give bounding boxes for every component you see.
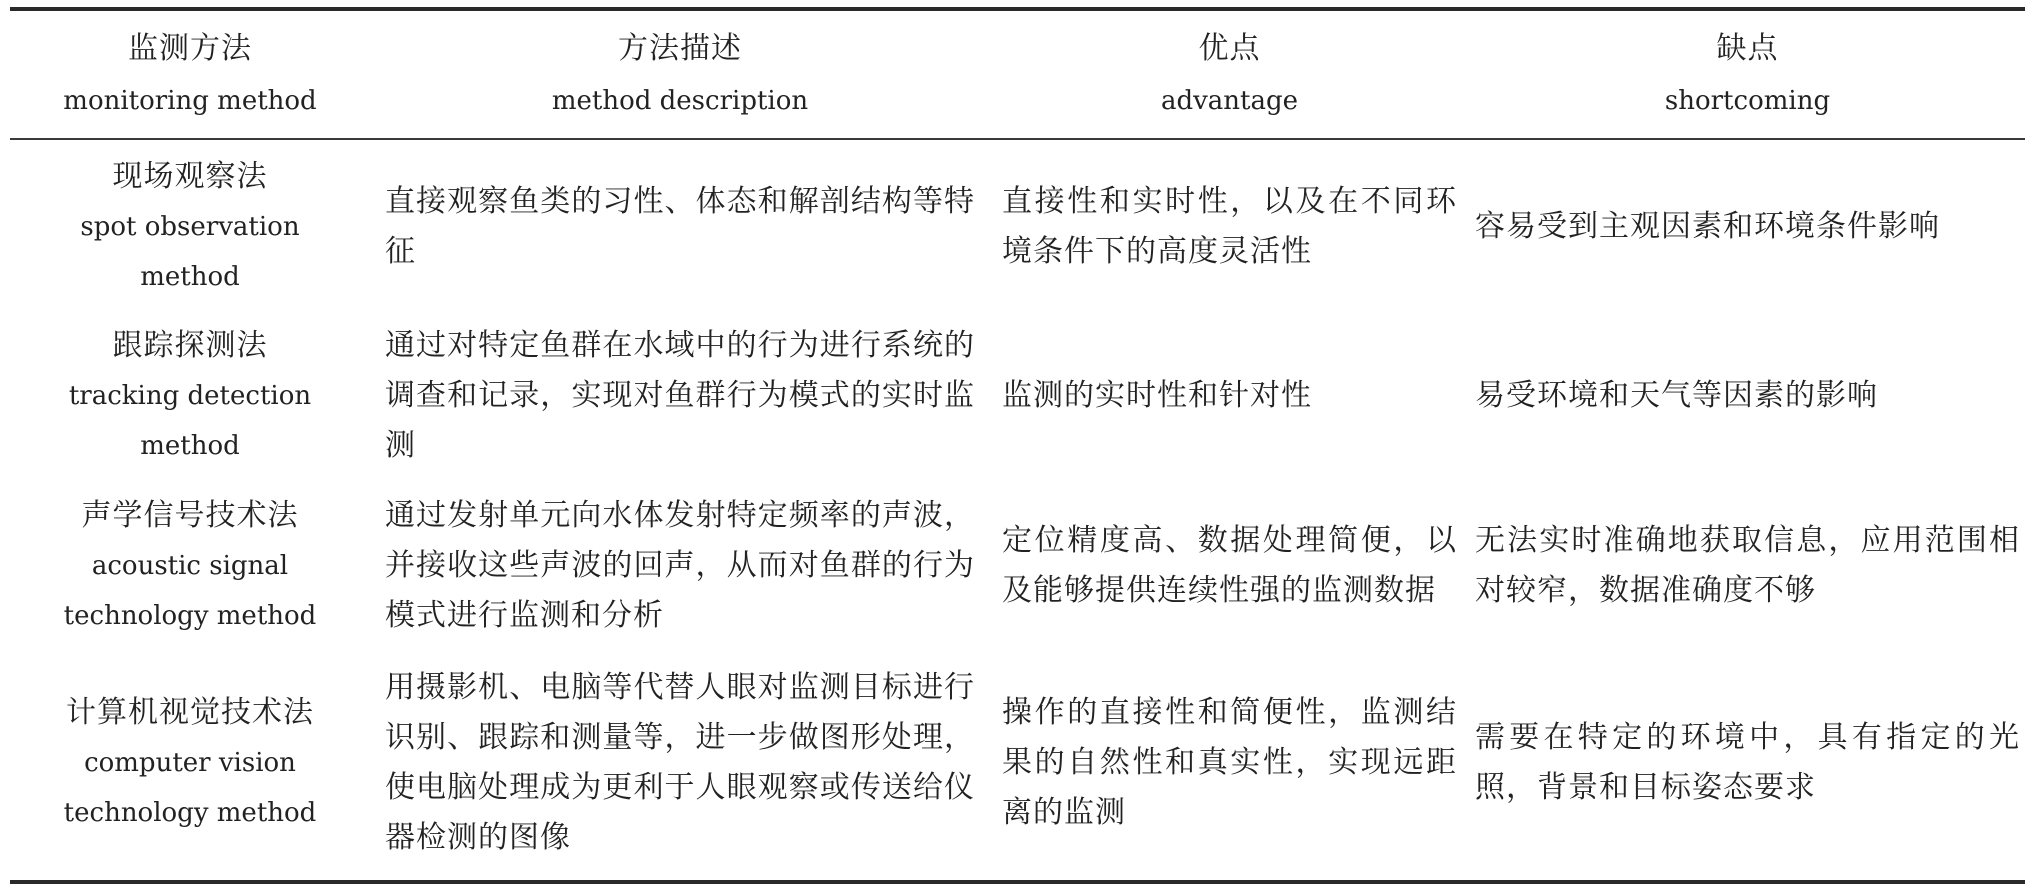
table-row xyxy=(10,320,2025,472)
method-name-en: computer vision xyxy=(84,748,296,778)
advantage-text: 监测的实时性和针对性 xyxy=(1002,378,1312,413)
description-cell xyxy=(385,660,975,866)
shortcoming-text: 需要在特定的环境中，具有指定的光照，背景和目标姿态要求 xyxy=(1475,720,2020,805)
method-name-cell xyxy=(10,490,370,642)
advantage-cell xyxy=(1002,320,1457,472)
table-header-rule xyxy=(10,138,2025,140)
shortcoming-cell xyxy=(1475,152,2020,302)
header-advantage xyxy=(1002,22,1457,126)
method-name-en: method xyxy=(140,431,240,461)
method-name-cn: 计算机视觉技术法 xyxy=(65,695,314,730)
description-cell xyxy=(385,490,975,642)
shortcoming-text: 无法实时准确地获取信息，应用范围相对较窄，数据准确度不够 xyxy=(1475,523,2020,608)
header-method-description xyxy=(385,22,975,126)
table-top-rule xyxy=(10,7,2025,11)
table-row xyxy=(10,490,2025,642)
header-col1-en: monitoring method xyxy=(63,86,317,116)
method-name-en: tracking detection xyxy=(68,381,312,411)
description-text: 用摄影机、电脑等代替人眼对监测目标进行识别、跟踪和测量等，进一步做图形处理，使电脑处理成为更利于人眼观察或传送给仪器检测的图像 xyxy=(385,670,975,855)
method-name-en: technology method xyxy=(63,798,317,828)
header-col2-cn: 方法描述 xyxy=(618,31,742,66)
advantage-cell xyxy=(1002,660,1457,866)
method-name-en: spot observation xyxy=(80,212,300,242)
header-col3-en: advantage xyxy=(1160,86,1299,116)
header-shortcoming xyxy=(1475,22,2020,126)
method-name-cell xyxy=(10,152,370,302)
table-bottom-rule xyxy=(10,880,2025,884)
method-name-cn: 声学信号技术法 xyxy=(81,498,299,533)
description-cell xyxy=(385,152,975,302)
description-text: 直接观察鱼类的习性、体态和解剖结构等特征 xyxy=(385,184,975,269)
method-name-en: method xyxy=(140,262,240,292)
header-col1-cn: 监测方法 xyxy=(128,31,252,66)
monitoring-methods-table xyxy=(10,0,2025,896)
description-text: 通过对特定鱼群在水域中的行为进行系统的调查和记录，实现对鱼群行为模式的实时监测 xyxy=(385,328,975,463)
table-row xyxy=(10,152,2025,302)
shortcoming-text: 容易受到主观因素和环境条件影响 xyxy=(1475,209,1940,244)
description-cell xyxy=(385,320,975,472)
header-col3-cn: 优点 xyxy=(1198,31,1261,66)
header-col4-cn: 缺点 xyxy=(1716,31,1779,66)
table-row xyxy=(10,660,2025,866)
method-name-cell xyxy=(10,320,370,472)
advantage-text: 直接性和实时性，以及在不同环境条件下的高度灵活性 xyxy=(1002,184,1457,269)
method-name-cn: 现场观察法 xyxy=(112,159,268,194)
method-name-en: acoustic signal xyxy=(91,551,289,581)
method-name-cn: 跟踪探测法 xyxy=(112,328,268,363)
advantage-cell xyxy=(1002,490,1457,642)
description-text: 通过发射单元向水体发射特定频率的声波，并接收这些声波的回声，从而对鱼群的行为模式进行监测和分析 xyxy=(385,498,975,633)
method-name-en: technology method xyxy=(63,601,317,631)
shortcoming-text: 易受环境和天气等因素的影响 xyxy=(1475,378,1878,413)
shortcoming-cell xyxy=(1475,490,2020,642)
advantage-cell xyxy=(1002,152,1457,302)
advantage-text: 定位精度高、数据处理简便，以及能够提供连续性强的监测数据 xyxy=(1002,523,1457,608)
advantage-text: 操作的直接性和简便性，监测结果的自然性和真实性，实现远距离的监测 xyxy=(1002,695,1457,830)
header-monitoring-method xyxy=(10,22,370,126)
method-name-cell xyxy=(10,660,370,866)
shortcoming-cell xyxy=(1475,660,2020,866)
header-col4-en: shortcoming xyxy=(1664,86,1831,116)
shortcoming-cell xyxy=(1475,320,2020,472)
header-col2-en: method description xyxy=(551,86,809,116)
